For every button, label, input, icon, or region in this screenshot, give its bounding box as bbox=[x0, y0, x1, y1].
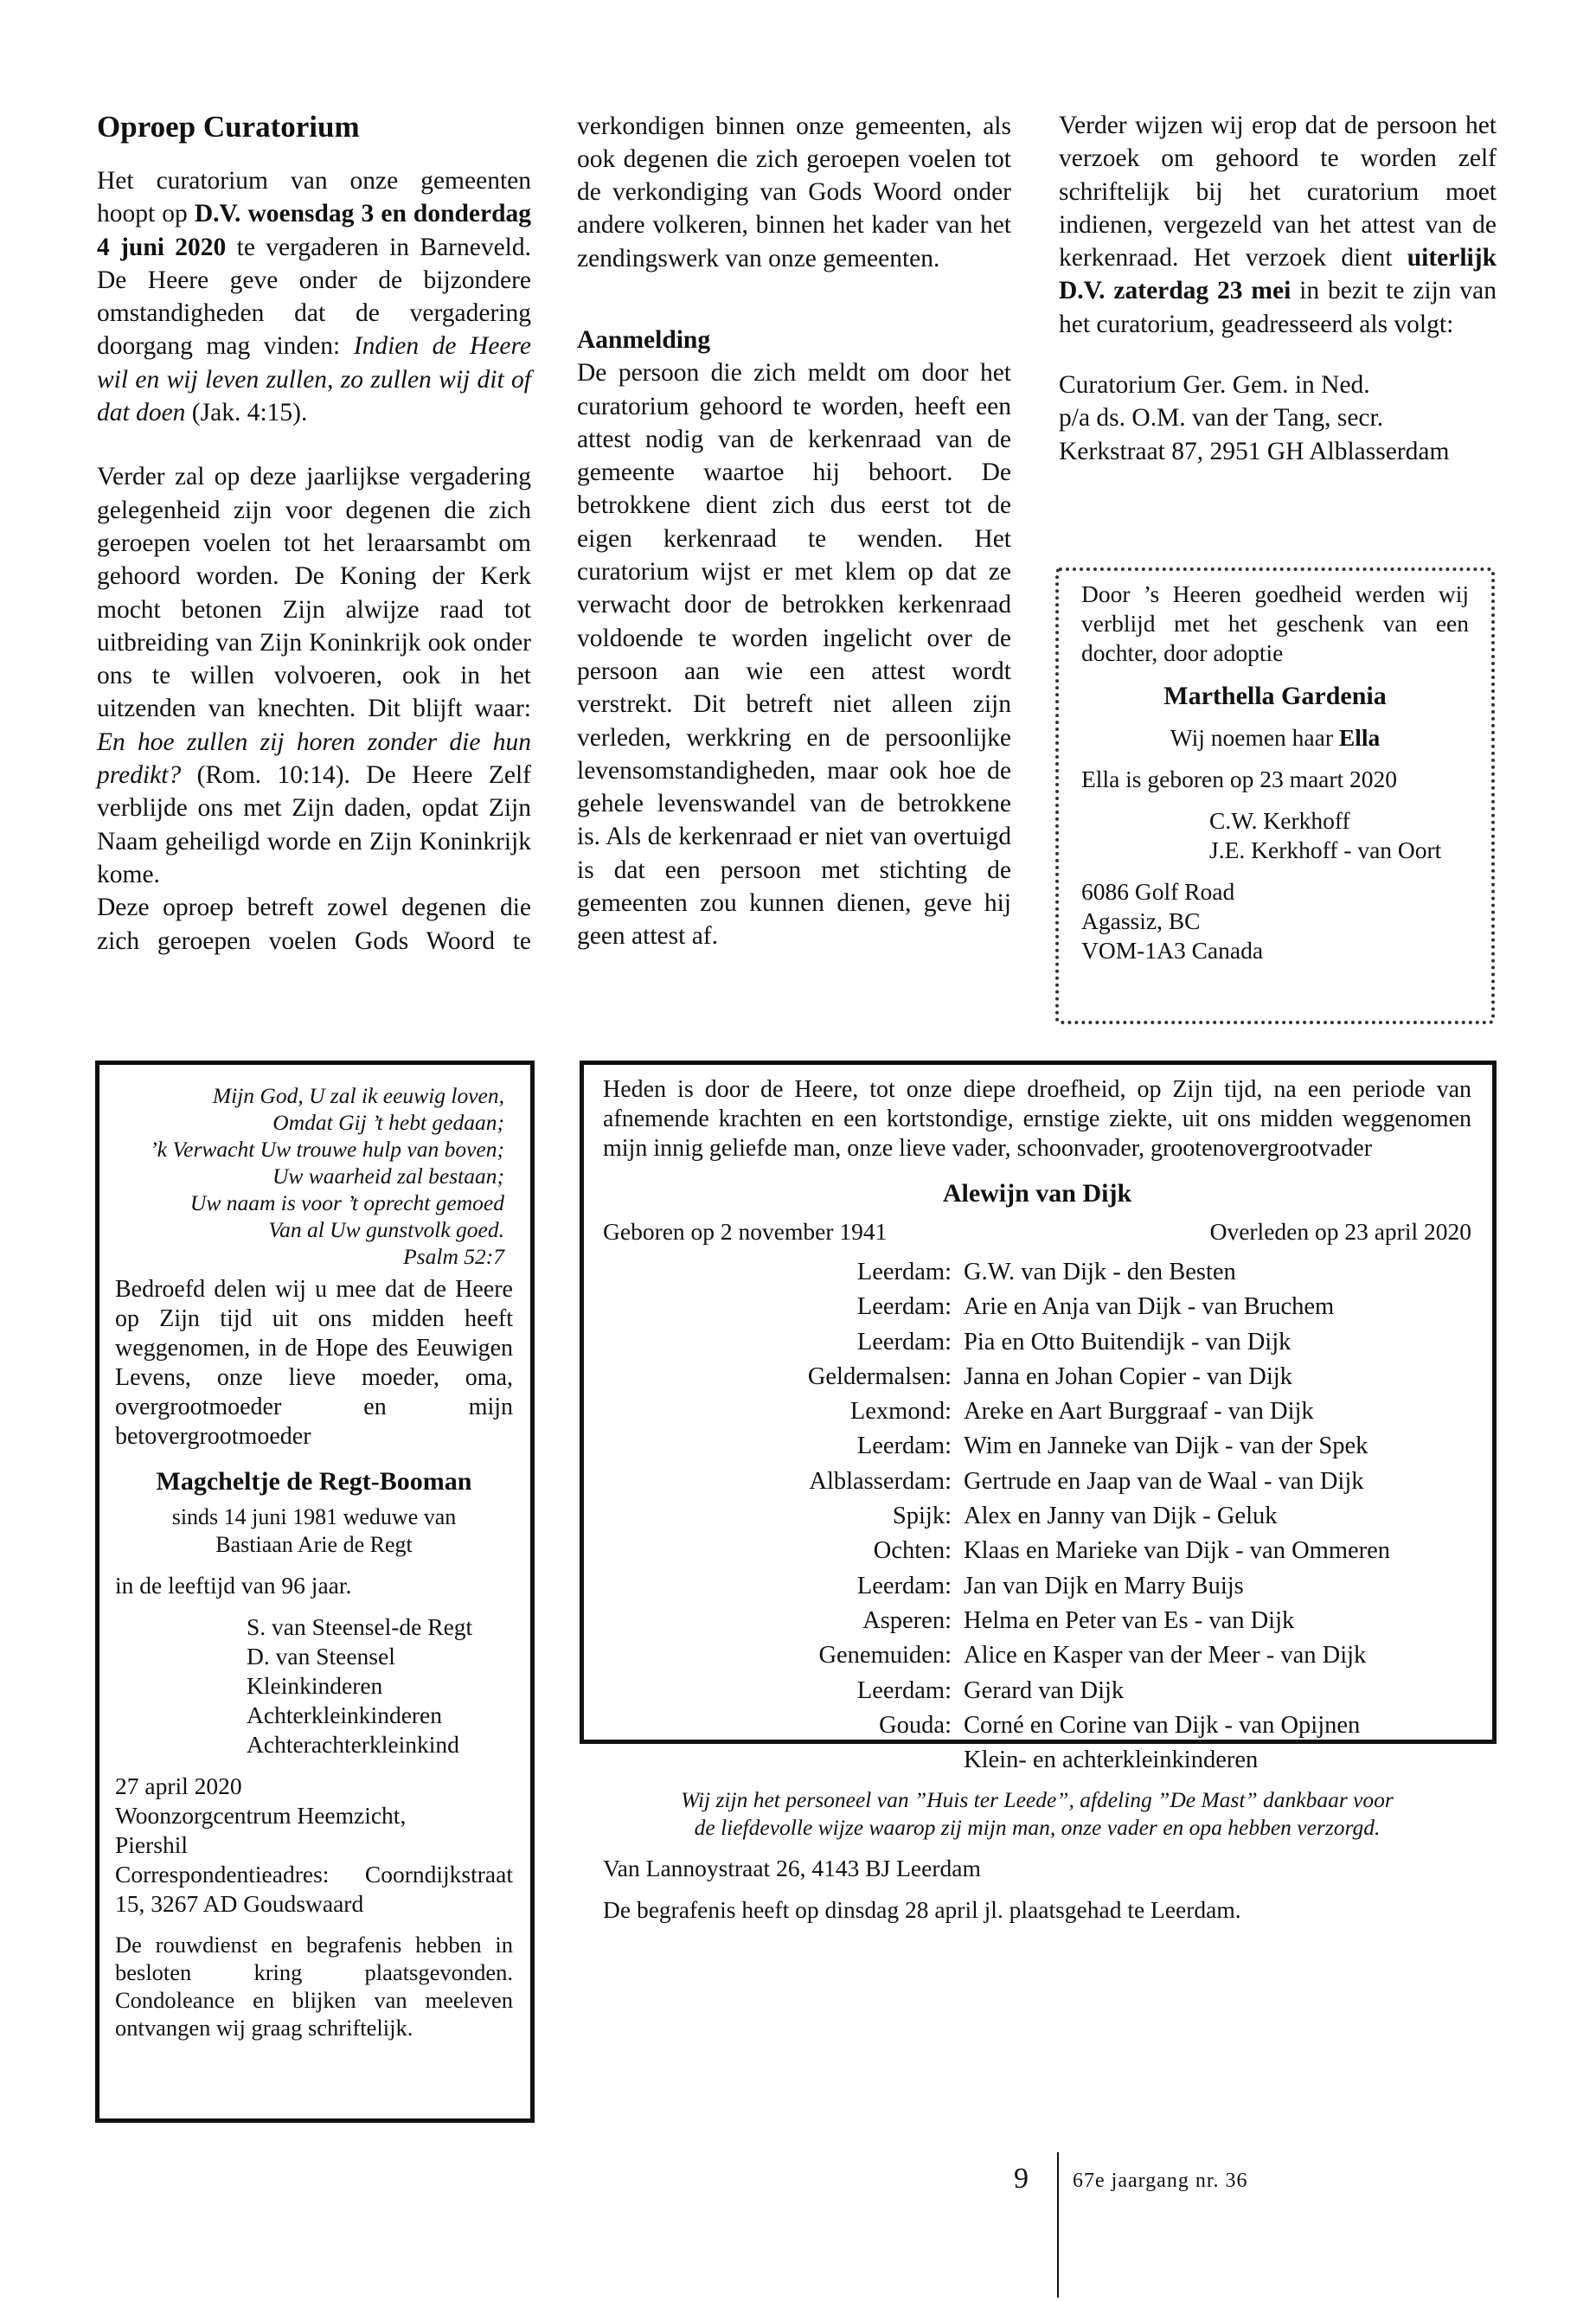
service-note: De rouwdienst en begrafenis hebben in besloten kring plaatsgevonden. Condoleance en blijken van meeleven ontvangen wij graag schriftelijk. bbox=[115, 1932, 513, 2041]
born-date: Geboren op 2 november 1941 bbox=[603, 1218, 888, 1245]
obituary-intro-2: Heden is door de Heere, tot onze diepe droefheid, op Zijn tijd, na een periode van afnemende krachten en een kortstondige, ernstige ziekte, uit ons midden weggenomen mijn innig geliefde man, onze lieve vader, schoonvader, grootenovergrootvader bbox=[603, 1076, 1471, 1162]
psalm-reference: Psalm 52:7 bbox=[403, 1244, 504, 1269]
paragraph-5: Verder wijzen wij erop dat de persoon het verzoek om gehoord te worden zelf schriftelijk bij het curatorium moet indienen, vergezeld van het attest van de kerkenraad. Het verzoek dient uiterlijk D.V. zaterdag 23 mei in bezit te zijn van het curatorium, geadresseerd als volgt: bbox=[1059, 112, 1497, 338]
family-row: Genemuiden: Alice en Kasper van der Meer - van Dijk bbox=[818, 1642, 1367, 1670]
column-1 bbox=[97, 109, 531, 957]
home-address: Van Lannoystraat 26, 4143 BJ Leerdam bbox=[603, 1855, 981, 1882]
section-heading-aanmelding: Aanmelding bbox=[577, 326, 711, 354]
psalm-verse: Mijn God, U zal ik eeuwig loven, Omdat Gij ’t hebt gedaan; ’k Verwacht Uw trouwe hulp van boven; Uw waarheid zal bestaan; Uw naam is voor ’t oprecht gemoed Van al Uw gunstvolk goed. Psalm 52:7 bbox=[115, 1082, 513, 1270]
birth-parents: C.W. Kerkhoff J.E. Kerkhoff - van Oort bbox=[1209, 807, 1442, 863]
place-date: 27 april 2020 Woonzorgcentrum Heemzicht, Piershil bbox=[115, 1772, 407, 1858]
deceased-name-2: Alewijn van Dijk bbox=[942, 1179, 1132, 1208]
family-row: Alblasserdam: Gertrude en Jaap van de Waal - van Dijk bbox=[809, 1467, 1364, 1495]
birth-address: 6086 Golf Road Agassiz, BC VOM-1A3 Canada bbox=[1081, 878, 1264, 964]
column-3 bbox=[1059, 109, 1497, 468]
paragraph-2: Verder zal op deze jaarlijkse vergadering gelegenheid zijn voor degenen die zich geroepen voelen tot het leraarsambt om gehoord worden. De Koning der Kerk mocht betonen Zijn alwijze raad tot uitbreiding van Zijn Koninkrijk ook onder ons te willen volvoeren, ook in het uitzenden van knechten. Dit blijft waar: En hoe zullen zij horen zonder die hun predikt? (Rom. 10:14). De Heere Zelf verblijde ons met Zijn daden, opdat Zijn Naam geheiligd worde en Zijn Koninkrijk kome. bbox=[97, 463, 531, 888]
volume-info: 67e jaargang nr. 36 bbox=[1073, 2170, 1248, 2192]
family-row: Leerdam: Pia en Otto Buitendijk - van Dijk bbox=[856, 1328, 1292, 1356]
obituary-van-dijk bbox=[580, 1061, 1497, 1924]
obituary-intro: Bedroefd delen wij u mee dat de Heere op Zijn tijd uit ons midden heeft weggenomen, in de Hope des Eeuwigen Levens, onze lieve moeder, oma, overgrootmoeder en mijn betovergrootmoeder bbox=[115, 1276, 513, 1450]
paragraph-1: Het curatorium van onze gemeenten hoopt op D.V. woensdag 3 en donderdag 4 juni 2020 te vergaderen in Barneveld. De Heere geve onder de bijzondere omstandigheden dat de vergadering doorgang mag vinden: Indien de Heere wil en wij leven zullen, zo zullen wij dit of dat doen (Jak. 4:15). bbox=[97, 167, 531, 427]
birth-date: Ella is geboren op 23 maart 2020 bbox=[1081, 766, 1398, 792]
birth-callname: Wij noemen haar Ella bbox=[1170, 724, 1381, 751]
family-row: Leerdam: Jan van Dijk en Marry Buijs bbox=[856, 1572, 1244, 1599]
family-row: Geldermalsen: Janna en Johan Copier - van Dijk bbox=[807, 1362, 1292, 1390]
column-2 bbox=[577, 109, 1011, 953]
family-row: Asperen: Helma en Peter van Es - van Dijk bbox=[862, 1606, 1295, 1634]
birth-intro: Door ’s Heeren goedheid werden wij verblijd met het geschenk van een dochter, door adoptie bbox=[1081, 580, 1469, 666]
thanks-note: Wij zijn het personeel van ”Huis ter Leede”, afdeling ”De Mast” dankbaar voor de liefdevolle wijze waarop zij mijn man, onze vader en opa hebben verzorgd. bbox=[681, 1787, 1394, 1841]
paragraph-4: De persoon die zich meldt om door het curatorium gehoord te worden, heeft een attest nodig van de kerkenraad van de gemeente waartoe hij behoort. De betrokkene dient zich dus eerst tot de eigen kerkenraad te wenden. Het curatorium wijst er met klem op dat ze verwacht door de betrokken kerkenraad voldoende te worden ingelicht over de persoon aan wie een attest wordt verstrekt. Dit betreft niet alleen zijn verleden, werkkring en de persoonlijke levensomstandigheden, maar ook hoe de gehele levenswandel van de betrokkene is. Als de kerkenraad er niet van overtuigd is dat een persoon met stichting de gemeenten zou kunnen dienen, geve hij geen attest af. bbox=[577, 359, 1011, 951]
article-title: Oproep Curatorium bbox=[97, 110, 360, 144]
paragraph-3-cont: verkondigen binnen onze gemeenten, als ook degenen die zich geroepen voelen tot de verkondiging van Gods Woord onder andere volkeren, binnen het kader van het zendingswerk van onze gemeenten. bbox=[577, 112, 1011, 272]
family-row: Gouda: Corné en Corine van Dijk - van Opijnen bbox=[879, 1711, 1361, 1739]
family-row: Leerdam: Arie en Anja van Dijk - van Bruchem bbox=[856, 1293, 1335, 1321]
birth-announcement bbox=[1055, 567, 1495, 1024]
paragraph-3: Deze oproep betreft zowel degenen die zich geroepen voelen Gods Woord te bbox=[97, 894, 531, 955]
family-list: S. van Steensel-de Regt D. van Steensel Kleinkinderen Achterkleinkinderen Achterachterkleinkind bbox=[247, 1613, 473, 1758]
correspondence-address: Correspondentieadres: Coorndijkstraat 15, 3267 AD Goudswaard bbox=[115, 1861, 513, 1917]
family-row: Klein- en achterkleinkinderen bbox=[964, 1747, 1259, 1774]
deceased-name: Magcheltje de Regt-Booman bbox=[156, 1467, 472, 1496]
obituary-de-regt bbox=[95, 1061, 535, 2123]
page-number: 9 bbox=[1014, 2163, 1029, 2195]
birth-name: Marthella Gardenia bbox=[1163, 682, 1387, 710]
family-row: Lexmond: Areke en Aart Burggraaf - van Dijk bbox=[849, 1398, 1314, 1426]
family-row: Ochten: Klaas en Marieke van Dijk - van Ommeren bbox=[873, 1537, 1391, 1565]
family-row: Leerdam: G.W. van Dijk - den Besten bbox=[856, 1259, 1236, 1285]
family-row: Leerdam: Wim en Janneke van Dijk - van der Spek bbox=[856, 1433, 1368, 1460]
widow-line: sinds 14 juni 1981 weduwe van Bastiaan Arie de Regt bbox=[171, 1504, 457, 1557]
footer-divider bbox=[1057, 2152, 1059, 2298]
died-date: Overleden op 23 april 2020 bbox=[1209, 1218, 1471, 1245]
funeral-note: De begrafenis heeft op dinsdag 28 april jl. plaatsgehad te Leerdam. bbox=[603, 1896, 1241, 1924]
curatorium-address: Curatorium Ger. Gem. in Ned. p/a ds. O.M. van der Tang, secr. Kerkstraat 87, 2951 GH Alblasserdam bbox=[1059, 371, 1450, 465]
dates-row bbox=[603, 1217, 1471, 1247]
family-table bbox=[603, 1255, 1471, 1778]
family-row: Spijk: Alex en Janny van Dijk - Geluk bbox=[892, 1503, 1278, 1530]
age-line: in de leeftijd van 96 jaar. bbox=[115, 1572, 352, 1599]
family-row: Leerdam: Gerard van Dijk bbox=[856, 1676, 1125, 1704]
